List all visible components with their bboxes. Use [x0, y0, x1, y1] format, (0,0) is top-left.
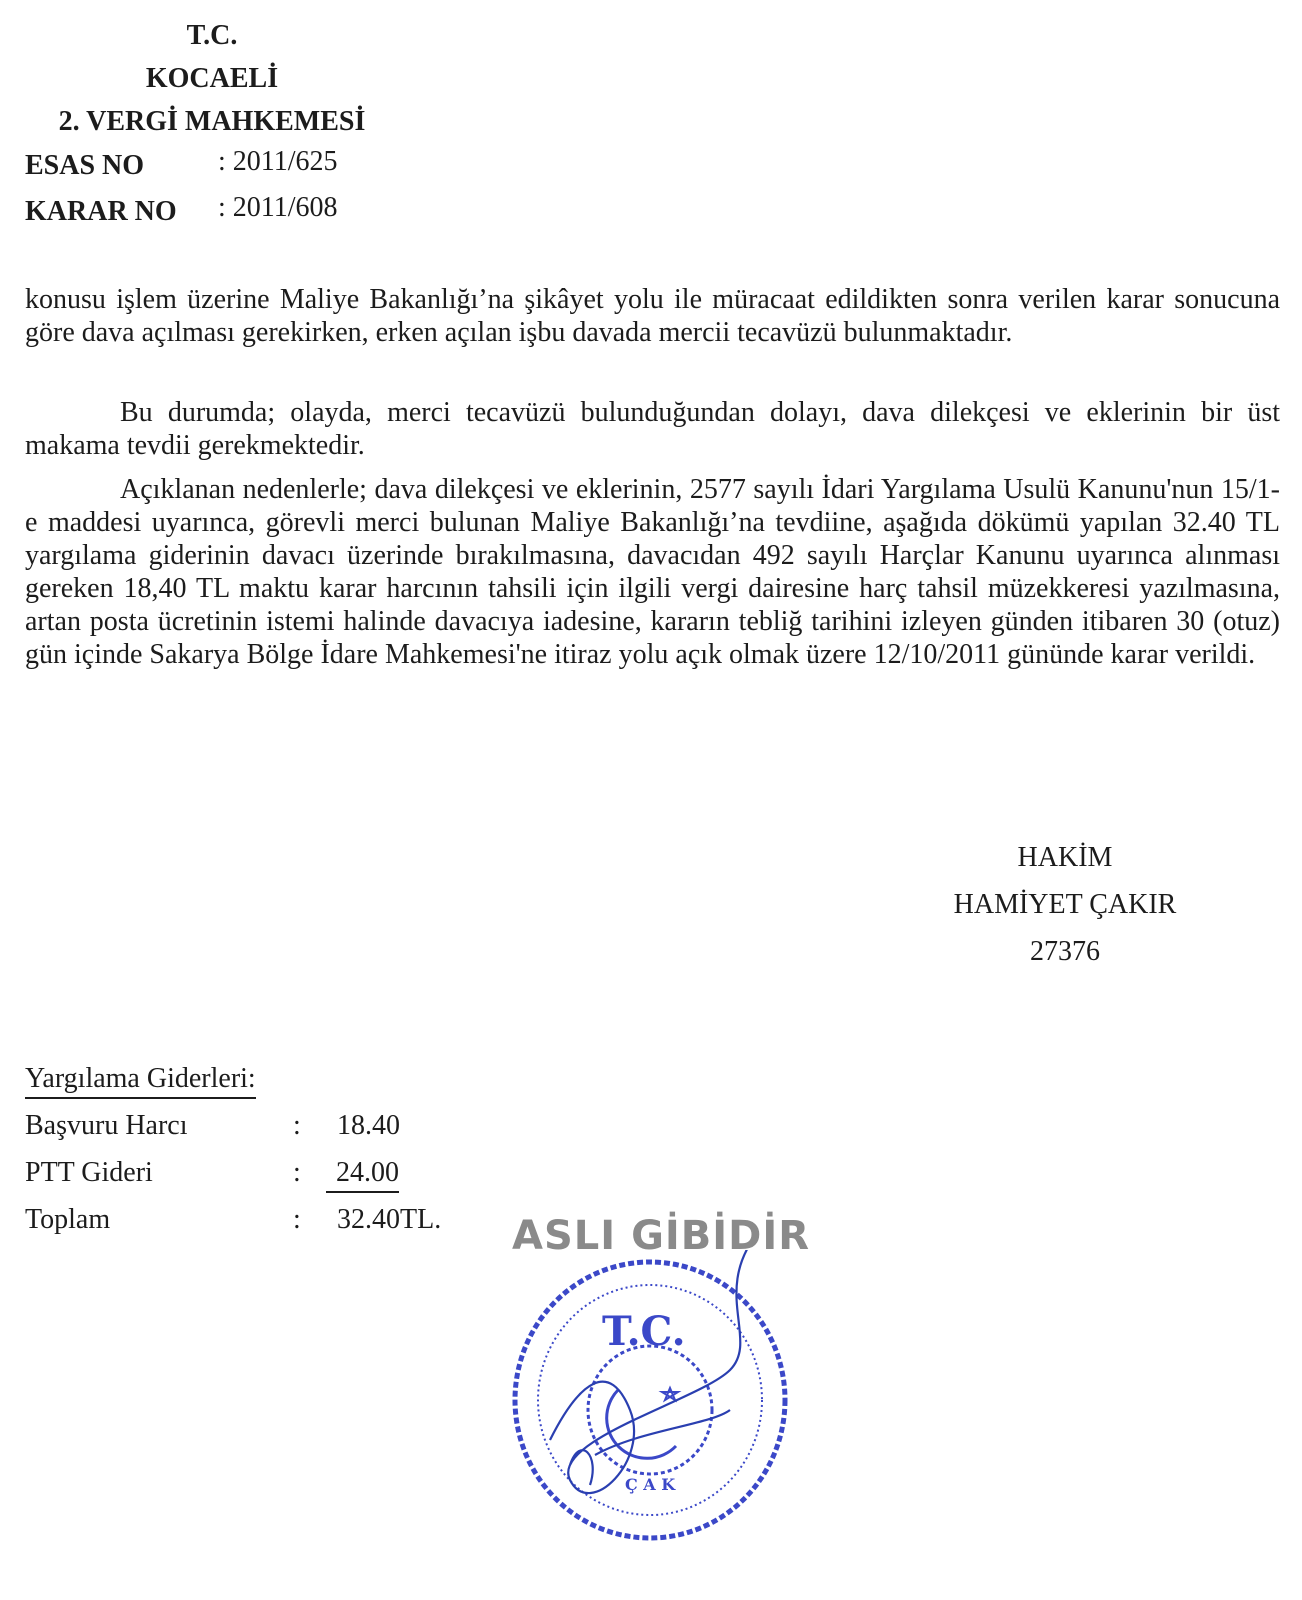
expense-value: 24.00 [326, 1157, 399, 1193]
official-seal-icon [500, 1250, 830, 1570]
karar-label: KARAR NO [25, 196, 177, 227]
signature-number: 27376 [1030, 936, 1100, 967]
signature-title: HAKİM [1017, 842, 1113, 873]
svg-text:T.C.: T.C. [602, 1308, 686, 1355]
svg-text:Ç A K: Ç A K [625, 1475, 676, 1494]
paragraph-3: Açıklanan nedenlerle; dava dilekçesi ve eklerinin, 2577 sayılı İdari Yargılama Usulü Kanunu'nun 15/1-e maddesi uyarınca, görevli merci bulunan Maliye Bakanlığı’na tevdiine, aşağıda dökümü yapılan 32.40 TL yargılama giderinin davacı üzerinde bırakılmasına, davacıdan 492 sayılı Harçlar Kanunu uyarınca alınması gereken 18,40 TL maktu karar harcının tahsili için ilgili vergi dairesine harç tahsil müzekkeresi yazılmasına, artan posta ücretinin istemi halinde davacıya iadesine, kararın tebliğ tarihini izleyen günden itibaren 30 (otuz) gün içinde Sakarya Bölge İdare Mahkemesi'ne itiraz yolu açık olmak üzere 12/10/2011 gününde karar verildi. [25, 474, 1280, 670]
paragraph-2: Bu durumda; olayda, merci tecavüzü bulunduğundan dolayı, dava dilekçesi ve eklerinin bir üst makama tevdii gerekmektedir. [25, 397, 1280, 461]
signature-name: HAMİYET ÇAKIR [953, 889, 1177, 920]
expense-label: PTT Gideri [25, 1157, 153, 1188]
expense-sep: : [293, 1157, 301, 1188]
expense-label: Başvuru Harcı [25, 1110, 188, 1141]
paragraph-1: konusu işlem üzerine Maliye Bakanlığı’na şikâyet yolu ile müracaat edildikten sonra verilen karar sonucuna göre dava açılması gerekirken, erken açılan işbu davada mercii tecavüzü bulunmaktadır. [25, 284, 1280, 348]
expense-label: Toplam [25, 1204, 111, 1235]
expense-sep: : [293, 1204, 301, 1235]
header-court: 2. VERGİ MAHKEMESİ [58, 106, 366, 137]
header-country: T.C. [186, 20, 238, 51]
karar-value: : 2011/608 [218, 192, 338, 223]
expense-value: 32.40TL. [337, 1204, 442, 1235]
header-city: KOCAELİ [145, 63, 279, 94]
certified-copy-stamp: ASLI GİBİDİR [512, 1213, 811, 1259]
expense-sep: : [293, 1110, 301, 1141]
expenses-heading: Yargılama Giderleri: [25, 1063, 256, 1099]
esas-value: : 2011/625 [218, 146, 338, 177]
esas-label: ESAS NO [25, 150, 145, 181]
expense-value: 18.40 [337, 1110, 400, 1141]
